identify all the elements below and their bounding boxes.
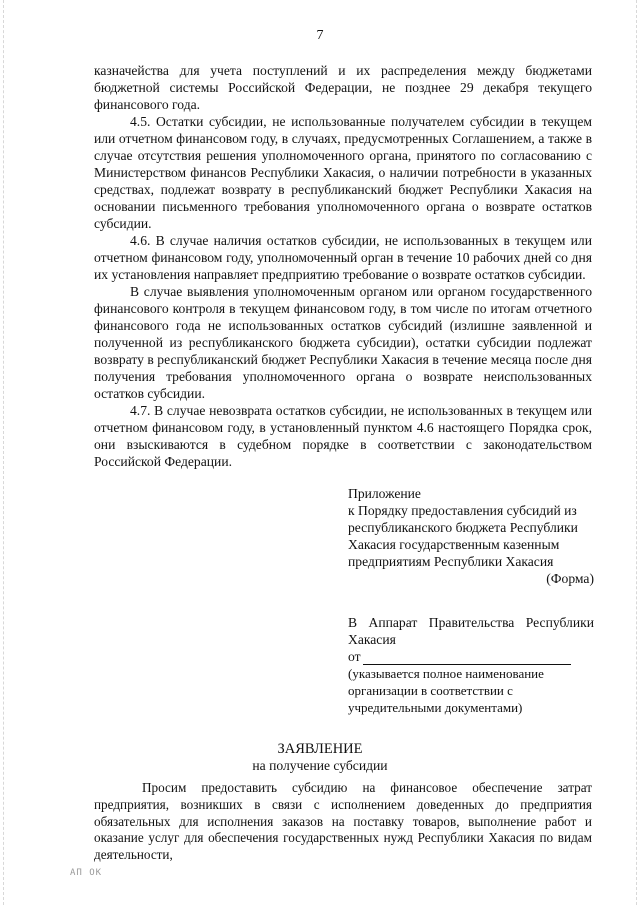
recipient-block <box>348 614 594 716</box>
form-mark: (Форма) <box>546 571 594 586</box>
appendix-reference: к Порядку предоставления субсидий из республиканского бюджета Республики Хакасия государственным казенным предприятиям Республики Хакасия <box>348 503 578 569</box>
recipient-line-2: Хакасия <box>348 632 396 647</box>
main-text <box>94 62 592 470</box>
document-title: ЗАЯВЛЕНИЕ <box>277 741 363 757</box>
scan-stamp: АП ОК <box>70 868 103 878</box>
from-blank-line <box>363 652 571 665</box>
paragraph: казначейства для учета поступлений и их распределения между бюджетами бюджетной системы Российской Федерации, не позднее 29 декабря текущего финансового года. <box>94 63 592 112</box>
from-row <box>348 648 594 665</box>
page-number: 7 <box>316 28 324 43</box>
document-subtitle: на получение субсидии <box>252 758 388 773</box>
paragraph-4-6: 4.6. В случае наличия остатков субсидии, не использованных в текущем или отчетном финансовом году, уполномоченный орган в течение 10 рабочих дней со дня их установления направляет предприятию требование о возврате остатков субсидии. <box>94 233 592 282</box>
recipient-note: (указывается полное наименование организации в соответствии с учредительными документами) <box>348 666 544 715</box>
request-paragraph: Просим предоставить субсидию на финансовое обеспечение затрат предприятия, возникших в связи с исполнением доведенных до предприятия обязательных для исполнения заказов на поставку товаров, выполнение работ и оказание услуг для обеспечения государственных нужд Республики Хакасия по видам деятельности, <box>94 780 592 863</box>
appendix-block <box>348 485 594 587</box>
paragraph-4-5: 4.5. Остатки субсидии, не использованные получателем субсидии в текущем или отчетном финансовом году, в случаях, предусмотренных Соглашением, а также в случае отсутствия решения уполномоченного органа, принятого по согласованию с Министерством финансов Республики Хакасия, о наличии потребности в указанных средствах, подлежат возврату в республиканский бюджет Республики Хакасия на основании письменного требования уполномоченного органа о возврате остатков субсидии. <box>94 114 592 231</box>
from-label: от <box>348 649 361 664</box>
paragraph-4-7: 4.7. В случае невозврата остатков субсидии, не использованных в текущем или отчетном финансовом году, в установленный пунктом 4.6 настоящего Порядка срок, они взыскиваются в судебном порядке в соответствии с законодательством Российской Федерации. <box>94 403 592 469</box>
appendix-heading: Приложение <box>348 486 421 501</box>
paragraph-4-6-cont: В случае выявления уполномоченным органом или органом государственного финансового контроля в текущем финансовом году, в том числе по итогам отчетного финансового года не использованных остатков субсидий (излишне заявленной и полученной из республиканского бюджета субсидии), остатки субсидии подлежат возврату в республиканский бюджет Республики Хакасия в течение месяца после дня получения требования уполномоченного органа о возврате неиспользованных остатков субсидии. <box>94 284 592 401</box>
recipient-line: В Аппарат Правительства Республики <box>348 615 594 630</box>
